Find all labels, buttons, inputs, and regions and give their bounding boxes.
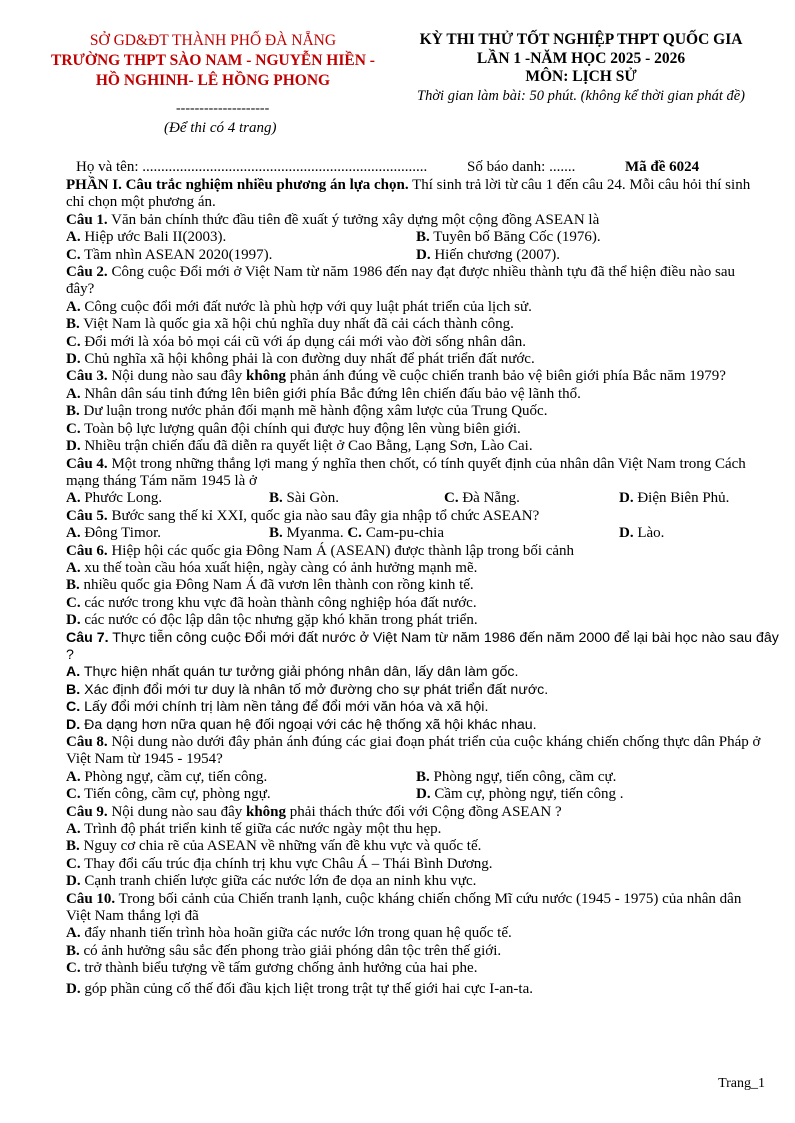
question-text: Một trong những thắng lợi mang ý nghĩa then chốt, có tính quyết định của nhân dân Việt Nam trong Cách mạng tháng Tám năm 1945 là ở (66, 455, 746, 489)
option-a[interactable]: A. Công cuộc đổi mới đất nước là phù hợp với quy luật phát triển của lịch sử. (66, 298, 532, 315)
option-b[interactable]: B. Sài Gòn. (269, 490, 340, 507)
option-d[interactable]: D. các nước có độc lập dân tộc nhưng gặp khó khăn trong phát triển. (66, 612, 478, 629)
question-label: Câu 7. (66, 629, 109, 646)
question-text: Công cuộc Đổi mới ở Việt Nam từ năm 1986 đến nay đạt được nhiều thành tựu đã thể hiện điều nào sau đây? (66, 264, 735, 298)
option-a[interactable]: A. Phòng ngự, cầm cự, tiến công. (66, 768, 268, 785)
option-c[interactable]: C. Đổi mới là xóa bỏ mọi cái cũ với áp dụng cái mới vào đời sống nhân dân. (66, 333, 526, 350)
divider-dashes: -------------------- (176, 101, 270, 116)
candidate-number-field[interactable]: Số báo danh: ....... (467, 159, 576, 175)
question-label: Câu 5. (66, 507, 108, 524)
option-c[interactable]: C. trở thành biểu tượng về tấm gương chống ảnh hưởng của hai phe. (66, 960, 478, 977)
option-a[interactable]: A. Nhân dân sáu tỉnh đứng lên biên giới phía Bắc đứng lên chiến đấu bảo vệ lãnh thổ. (66, 385, 581, 402)
school-header (40, 31, 386, 91)
question-4 (66, 456, 766, 491)
question-text: Nội dung nào dưới đây phản ánh đúng các giai đoạn phát triển của cuộc kháng chiến chống thực dân Pháp ở Việt Nam từ 1945 - 1954? (66, 733, 761, 768)
options-row (66, 769, 766, 786)
candidate-info (66, 159, 766, 177)
candidate-name-field[interactable]: Họ và tên: ............................................................................ (76, 159, 428, 175)
option-c[interactable]: C. Lấy đổi mới chính trị làm nền tảng để đổi mới văn hóa và xã hội. (66, 699, 489, 716)
question-label: Câu 9. (66, 803, 108, 820)
option-c[interactable]: C. Thay đổi cấu trúc địa chính trị khu vực Châu Á – Thái Bình Dương. (66, 855, 493, 872)
option-a[interactable]: A. đẩy nhanh tiến trình hòa hoãn giữa các nước lớn trong quan hệ quốc tế. (66, 925, 512, 942)
question-text: Văn bản chính thức đầu tiên đề xuất ý tưởng xây dựng một cộng đồng ASEAN là (107, 211, 600, 228)
option-d[interactable]: D. Hiến chương (2007). (416, 246, 560, 263)
question-label: Câu 3. (66, 368, 108, 385)
question-text: Trong bối cảnh của Chiến tranh lạnh, cuộc kháng chiến chống Mĩ cứu nước (1945 - 1975) của nhân dân Việt Nam thắng lợi đã (66, 890, 742, 925)
question-label: Câu 4. (66, 455, 108, 472)
page-number: Trang_1 (718, 1076, 765, 1091)
option-c[interactable]: C. các nước trong khu vực đã hoàn thành công nghiệp hóa đất nước. (66, 594, 477, 611)
question-5 (66, 508, 766, 525)
question-1 (66, 212, 766, 229)
option-d[interactable]: D. Điện Biên Phủ. (619, 490, 730, 507)
question-10 (66, 891, 766, 926)
option-c[interactable]: C. Toàn bộ lực lượng quân đội chính qui được huy động lên vùng biên giới. (66, 420, 521, 437)
question-7 (66, 629, 779, 647)
question-6 (66, 543, 766, 560)
option-a[interactable]: A. xu thế toàn cầu hóa xuất hiện, ngày càng có ảnh hưởng mạnh mẽ. (66, 559, 478, 576)
exam-time: Thời gian làm bài: 50 phút. (không kể thời gian phát đề) (417, 87, 745, 104)
question-2 (66, 264, 766, 299)
option-a[interactable]: A. Đông Timor. (66, 525, 162, 542)
option-c[interactable]: C. Tầm nhìn ASEAN 2020(1997). (66, 246, 273, 263)
exam-title: KỲ THI THỬ TỐT NGHIỆP THPT QUỐC GIA (419, 31, 743, 48)
exam-subject: MÔN: LỊCH SỬ (525, 68, 637, 85)
option-d[interactable]: D. Lào. (619, 525, 665, 542)
option-a[interactable]: A. Phước Long. (66, 490, 163, 507)
exam-header (396, 31, 766, 106)
option-b[interactable]: B. Phòng ngự, tiến công, cầm cự. (416, 768, 617, 785)
emphasis-word: không (246, 368, 287, 385)
option-a[interactable]: A. Thực hiện nhất quán tư tưởng giải phóng nhân dân, lấy dân làm gốc. (66, 664, 519, 681)
part-heading (66, 177, 766, 212)
option-b[interactable]: B. nhiều quốc gia Đông Nam Á đã vươn lên thành con rồng kinh tế. (66, 577, 474, 594)
emphasis-word: không (246, 803, 287, 820)
question-3: Câu 3. Nội dung nào sau đây không phản ánh đúng về cuộc chiến tranh bảo vệ biên giới phía Bắc năm 1979? (66, 368, 726, 385)
option-a[interactable]: A. Trình độ phát triển kinh tế giữa các nước ngày một thu hẹp. (66, 821, 442, 837)
option-d[interactable]: D. Đa dạng hơn nữa quan hệ đối ngoại với các hệ thống xã hội khác nhau. (66, 716, 537, 733)
option-d[interactable]: D. Nhiều trận chiến đấu đã diễn ra quyết liệt ở Cao Bằng, Lạng Sơn, Lào Cai. (66, 438, 533, 455)
school-name-line2: HỒ NGHINH- LÊ HỒNG PHONG (95, 72, 331, 89)
question-text: Hiệp hội các quốc gia Đông Nam Á (ASEAN) được thành lập trong bối cảnh (107, 542, 575, 559)
options-row (66, 525, 766, 542)
department-name: SỞ GD&ĐT THÀNH PHỐ ĐÀ NẴNG (89, 32, 337, 49)
question-text: Bước sang thế kỉ XXI, quốc gia nào sau đây gia nhập tổ chức ASEAN? (107, 507, 540, 524)
page-count-note: (Để thi có 4 trang) (164, 120, 277, 136)
question-text: Thực tiễn công cuộc Đổi mới đất nước ở Việt Nam từ năm 1986 đến năm 2000 để lại bài học nào sau đây (108, 629, 779, 646)
option-b[interactable]: B. Myanma. C. Cam-pu-chia (269, 525, 444, 542)
option-b[interactable]: B. Tuyên bố Băng Cốc (1976). (416, 229, 601, 246)
option-b[interactable]: B. Nguy cơ chia rẽ của ASEAN về những vấn đề khu vực và quốc tế. (66, 838, 482, 855)
option-d[interactable]: D. góp phần củng cố thế đối đầu kịch liệt trong trật tự thế giới hai cực I-an-ta. (66, 980, 533, 997)
options-row (66, 490, 766, 507)
option-b[interactable]: B. có ảnh hưởng sâu sắc đến phong trào giải phóng dân tộc trên thế giới. (66, 942, 502, 959)
question-9: Câu 9. Nội dung nào sau đây không phải thách thức đối với Cộng đồng ASEAN ? (66, 803, 562, 820)
part-title: PHẦN I. Câu trắc nghiệm nhiều phương án lựa chọn. (66, 177, 409, 193)
option-d[interactable]: D. Cạnh tranh chiến lược giữa các nước lớn đe dọa an ninh khu vực. (66, 873, 477, 890)
question-label: Câu 8. (66, 733, 108, 750)
options-row (66, 229, 766, 246)
option-d[interactable]: D. Cầm cự, phòng ngự, tiến công . (416, 786, 624, 803)
option-d[interactable]: D. Chủ nghĩa xã hội không phải là con đường duy nhất để phát triển đất nước. (66, 351, 535, 368)
option-b[interactable]: B. Xác định đổi mới tư duy là nhân tố mở đường cho sự phát triển đất nước. (66, 681, 549, 698)
option-c[interactable]: C. Đà Nẵng. (444, 490, 520, 507)
option-b[interactable]: B. Dư luận trong nước phản đối mạnh mẽ hành động xâm lược của Trung Quốc. (66, 403, 548, 420)
question-label: Câu 6. (66, 542, 108, 559)
question-label: Câu 10. (66, 890, 116, 907)
exam-round: LẦN 1 -NĂM HỌC 2025 - 2026 (476, 49, 686, 67)
question-label: Câu 1. (66, 211, 108, 228)
options-row (66, 247, 766, 264)
exam-content (66, 159, 779, 998)
option-c[interactable]: C. Tiến công, cầm cự, phòng ngự. (66, 786, 271, 803)
exam-code: Mã đề 6024 (625, 159, 700, 175)
question-7-end: ? (66, 646, 74, 663)
part-description: Thí sinh trả lời từ câu 1 đến câu 24. Mỗi câu hỏi thí sinh chỉ chọn một phương án. (66, 177, 751, 211)
school-name-line1: TRƯỜNG THPT SÀO NAM - NGUYỄN HIỀN - (51, 52, 375, 69)
option-b[interactable]: B. Việt Nam là quốc gia xã hội chủ nghĩa duy nhất đã cải cách thành công. (66, 316, 514, 333)
question-label: Câu 2. (66, 264, 108, 281)
question-8 (66, 734, 766, 769)
options-row (66, 786, 766, 803)
option-a[interactable]: A. Hiệp ước Bali II(2003). (66, 229, 227, 246)
